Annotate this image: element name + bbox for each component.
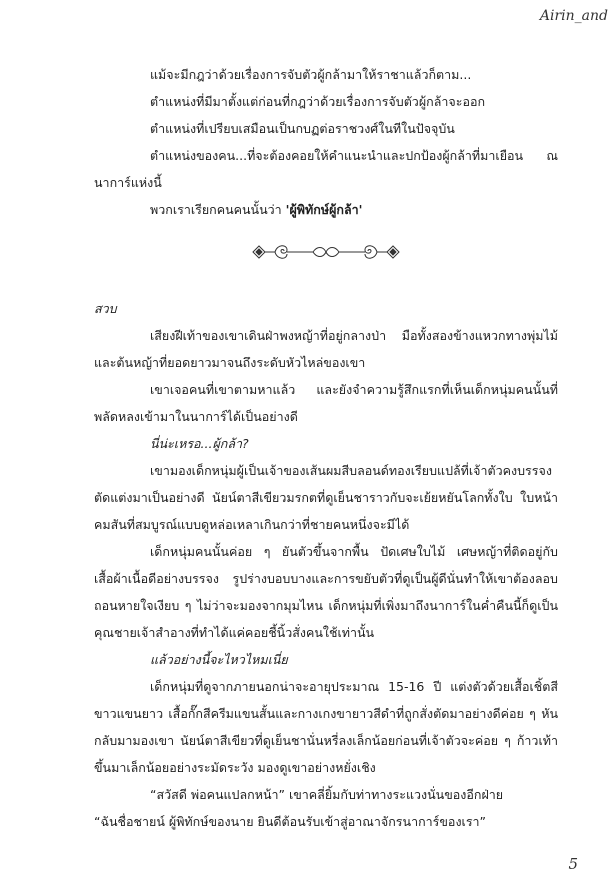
paragraph: แม้จะมีกฎว่าด้วยเรื่องการจับตัวผู้กล้ามาให้ราชาแล้วก็ตาม... [150,67,472,82]
paragraph: เขามองเด็กหนุ่มผู้เป็นเจ้าของเส้นผมสีบลอนด์ทองเรียบแปล้ที่เจ้าตัวคงบรรจงตัดแต่งมาเป็นอย่างดี นัยน์ตาสีเขียวมรกตที่ดูเย็นชาราวกับจะเย้ยหยันโลกทั้งใบ ใบหน้าคมสันที่สมบูรณ์แบบดูหล่อเหลาเกินกว่าที่ชายคนหนึ่งจะมีได้ [94,463,558,532]
paragraph-text: พวกเราเรียกคนคนนั้นว่า [150,202,286,217]
paragraph: เด็กหนุ่มคนนั้นค่อย ๆ ยันตัวขึ้นจากพื้น ปัดเศษใบไม้ เศษหญ้าที่ติดอยู่กับเสื้อผ้าเนื้อดีอย่างบรรจง รูปร่างบอบบางและการขยับตัวที่ดูเป็นผู้ดีนั่นทำให้เขาต้องลอบถอนหายใจเงียบ ๆ ไม่ว่าจะมองจากมุมไหน เด็กหนุ่มที่เพิ่งมาถึงนาการ์ในค่ำคืนนี้ก็ดูเป็นคุณชายเจ้าสำอางที่ทำได้แค่คอยชี้นิ้วสั่งคนใช้เท่านั้น [94,544,558,640]
scene-break-ornament [94,225,558,279]
author-header: Airin_and [539,8,608,24]
dialogue: “ฉันชื่อชายน์ ผู้พิทักษ์ของนาย ยินดีต้อนรับเข้าสู่อาณาจักรนาการ์ของเรา” [94,814,487,829]
title-phrase: 'ผู้พิทักษ์ผู้กล้า' [285,202,363,217]
paragraph [94,196,558,223]
inner-thought: นี่น่ะเหรอ...ผู้กล้า? [150,436,249,451]
page-body [94,61,558,835]
paragraph: เด็กหนุ่มที่ดูจากภายนอกน่าจะอายุประมาณ 15-16 ปี แต่งตัวด้วยเสื้อเชิ้ตสีขาวแขนยาว เสื้อกั๊กสีครีมแขนสั้นและกางเกงขายาวสีดำที่ถูกสั่งตัดมาอย่างดีค่อย ๆ หันกลับมามองเขา นัยน์ตาสีเขียวที่ดูเย็นชานั่นหรี่ลงเล็กน้อยก่อนที่เจ้าตัวจะค่อย ๆ ก้าวเท้าขึ้นมาเล็กน้อยอย่างระมัดระวัง มองดูเขาอย่างหยั่งเชิง [94,679,558,775]
paragraph: เสียงฝีเท้าของเขาเดินฝ่าพงหญ้าที่อยู่กลางป่า มือทั้งสองข้างแหวกทางพุ่มไม้และต้นหญ้าที่ยอดยาวมาจนถึงระดับหัวไหล่ของเขา [94,328,558,370]
paragraph: ตำแหน่งของคน...ที่จะต้องคอยให้คำแนะนำและปกป้องผู้กล้าที่มาเยือน ณ นาการ์แห่งนี้ [94,148,558,190]
flourish-divider-icon [251,240,401,264]
paragraph: ตำแหน่งที่เปรียบเสมือนเป็นกบฏต่อราชวงศ์ในทีในปัจจุบัน [150,121,455,136]
paragraph: ตำแหน่งที่มีมาตั้งแต่ก่อนที่กฎว่าด้วยเรื่องการจับตัวผู้กล้าจะออก [150,94,486,109]
paragraph: เขาเจอคนที่เขาตามหาแล้ว และยังจำความรู้สึกแรกที่เห็นเด็กหนุ่มคนนั้นที่พลัดหลงเข้ามาในนาการ์ได้เป็นอย่างดี [94,382,558,424]
page-number: 5 [568,855,578,873]
dialogue: “สวัสดี พ่อคนแปลกหน้า” เขาคลี่ยิ้มกับท่าทางระแวงนั่นของอีกฝ่าย [150,787,504,802]
sound-effect-label: สวบ [94,301,117,316]
inner-thought: แล้วอย่างนี้จะไหวไหมเนี่ย [150,652,288,667]
